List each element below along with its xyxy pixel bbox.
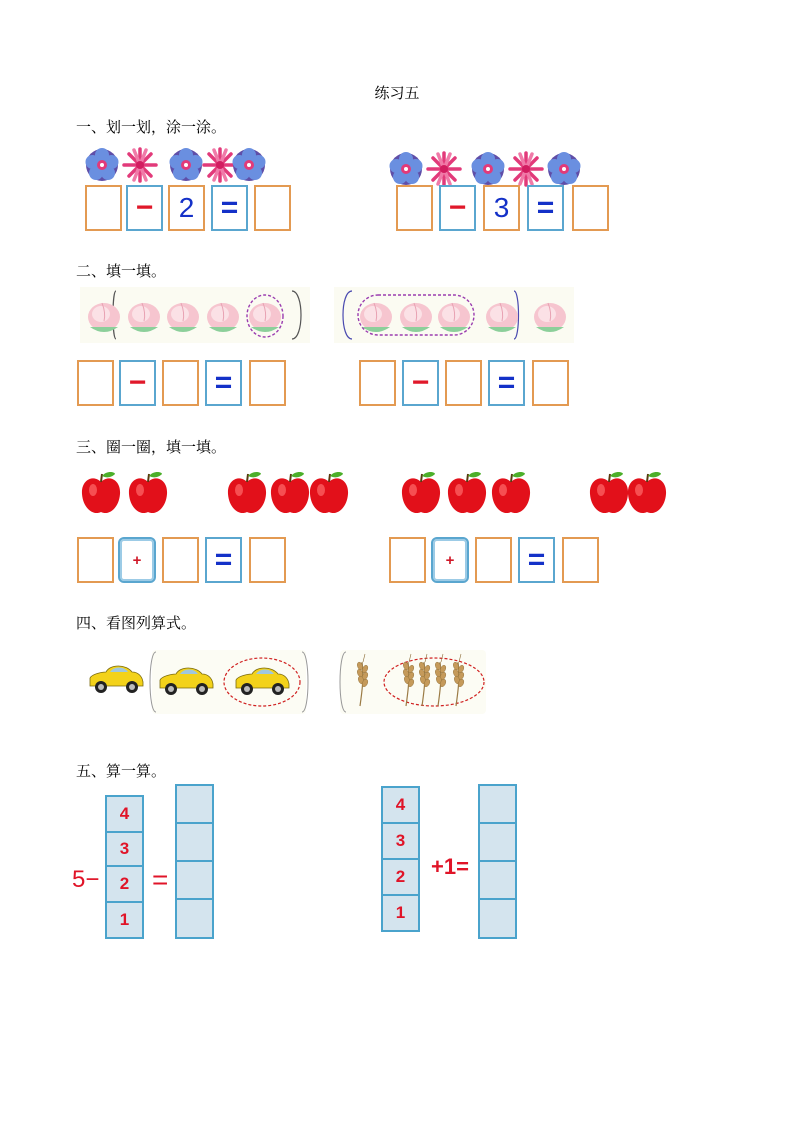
peach-icon	[360, 303, 392, 332]
answer-cell[interactable]	[175, 822, 214, 862]
apple-icon	[310, 472, 348, 513]
answer-box[interactable]	[532, 360, 569, 406]
apple-icon	[82, 472, 120, 513]
answer-box[interactable]	[389, 537, 426, 583]
apple-icon	[271, 472, 309, 513]
number-cell: 4	[105, 795, 144, 833]
answer-box[interactable]	[162, 537, 199, 583]
peach-icon	[167, 303, 199, 332]
car-picture	[86, 650, 312, 714]
number-cell: 2	[381, 858, 420, 896]
answer-cell[interactable]	[175, 860, 214, 900]
page-title: 练习五	[374, 84, 420, 102]
equals-sign-box: =	[527, 185, 564, 231]
minus-sign-box: −	[439, 185, 476, 231]
answer-cell[interactable]	[478, 898, 517, 939]
apple-icon	[402, 472, 440, 513]
answer-box[interactable]	[85, 185, 122, 231]
answer-box[interactable]	[445, 360, 482, 406]
apple-row	[78, 470, 678, 516]
peach-icon	[249, 303, 281, 332]
plus-sign-box: +	[118, 537, 156, 583]
peach-picture-right	[334, 287, 574, 343]
answer-box[interactable]	[77, 360, 114, 406]
number-cell: 4	[381, 786, 420, 824]
answer-box[interactable]	[162, 360, 199, 406]
answer-cell[interactable]	[478, 822, 517, 862]
number-cell: 2	[105, 865, 144, 903]
number-cell: 3	[105, 831, 144, 867]
answer-box[interactable]	[572, 185, 609, 231]
number-box: 3	[483, 185, 520, 231]
section-1-heading: 一、划一划，涂一涂。	[76, 118, 227, 136]
answer-box[interactable]	[359, 360, 396, 406]
minus-sign-box: −	[119, 360, 156, 406]
right-suffix-label: +1=	[431, 854, 469, 879]
apple-icon	[228, 472, 266, 513]
peach-icon	[438, 303, 470, 332]
flower-blue-icon	[233, 148, 266, 181]
answer-cell[interactable]	[478, 860, 517, 900]
answer-cell[interactable]	[175, 784, 214, 824]
section-4-heading: 四、看图列算式。	[76, 614, 197, 632]
answer-box[interactable]	[249, 537, 286, 583]
apple-icon	[590, 472, 628, 513]
flower-blue-icon	[472, 152, 505, 185]
number-cell: 1	[105, 901, 144, 939]
minus-sign-box: −	[126, 185, 163, 231]
peach-picture-left	[80, 287, 310, 343]
apple-icon	[448, 472, 486, 513]
flower-blue-icon	[548, 152, 581, 185]
answer-box[interactable]	[77, 537, 114, 583]
section-5-heading: 五、算一算。	[76, 762, 167, 780]
flower-blue-icon	[170, 148, 203, 181]
equals-sign-box: =	[205, 360, 242, 406]
equals-sign-box: =	[211, 185, 248, 231]
number-cell: 3	[381, 822, 420, 860]
apple-icon	[129, 472, 167, 513]
peach-icon	[534, 303, 566, 332]
equals-sign-box: =	[518, 537, 555, 583]
answer-cell[interactable]	[478, 784, 517, 824]
peach-icon	[207, 303, 239, 332]
peach-icon	[486, 303, 518, 332]
answer-box[interactable]	[475, 537, 512, 583]
car-icon	[90, 666, 143, 693]
flower-pink-icon	[510, 153, 542, 185]
answer-box[interactable]	[249, 360, 286, 406]
flower-pink-icon	[204, 149, 236, 181]
left-equals-label: =	[152, 864, 169, 895]
apple-icon	[628, 472, 666, 513]
minus-sign-box: −	[402, 360, 439, 406]
number-box: 2	[168, 185, 205, 231]
peach-icon	[88, 303, 120, 332]
plus-sign-box: +	[431, 537, 469, 583]
flower-pink-icon	[124, 149, 156, 181]
peach-icon	[128, 303, 160, 332]
equals-sign-box: =	[488, 360, 525, 406]
equals-sign-box: =	[205, 537, 242, 583]
number-cell: 1	[381, 894, 420, 932]
left-prefix-label: 5−	[72, 866, 100, 893]
answer-box[interactable]	[254, 185, 291, 231]
flower-blue-icon	[86, 148, 119, 181]
answer-cell[interactable]	[175, 898, 214, 939]
section-2-heading: 二、填一填。	[76, 262, 167, 280]
flower-pink-icon	[428, 153, 460, 185]
wheat-picture	[338, 650, 490, 714]
answer-box[interactable]	[396, 185, 433, 231]
flower-row-right	[388, 150, 588, 188]
flower-row-left	[84, 146, 274, 184]
peach-icon	[400, 303, 432, 332]
answer-box[interactable]	[562, 537, 599, 583]
flower-blue-icon	[390, 152, 423, 185]
section-3-heading: 三、圈一圈，填一填。	[76, 438, 227, 456]
apple-icon	[492, 472, 530, 513]
